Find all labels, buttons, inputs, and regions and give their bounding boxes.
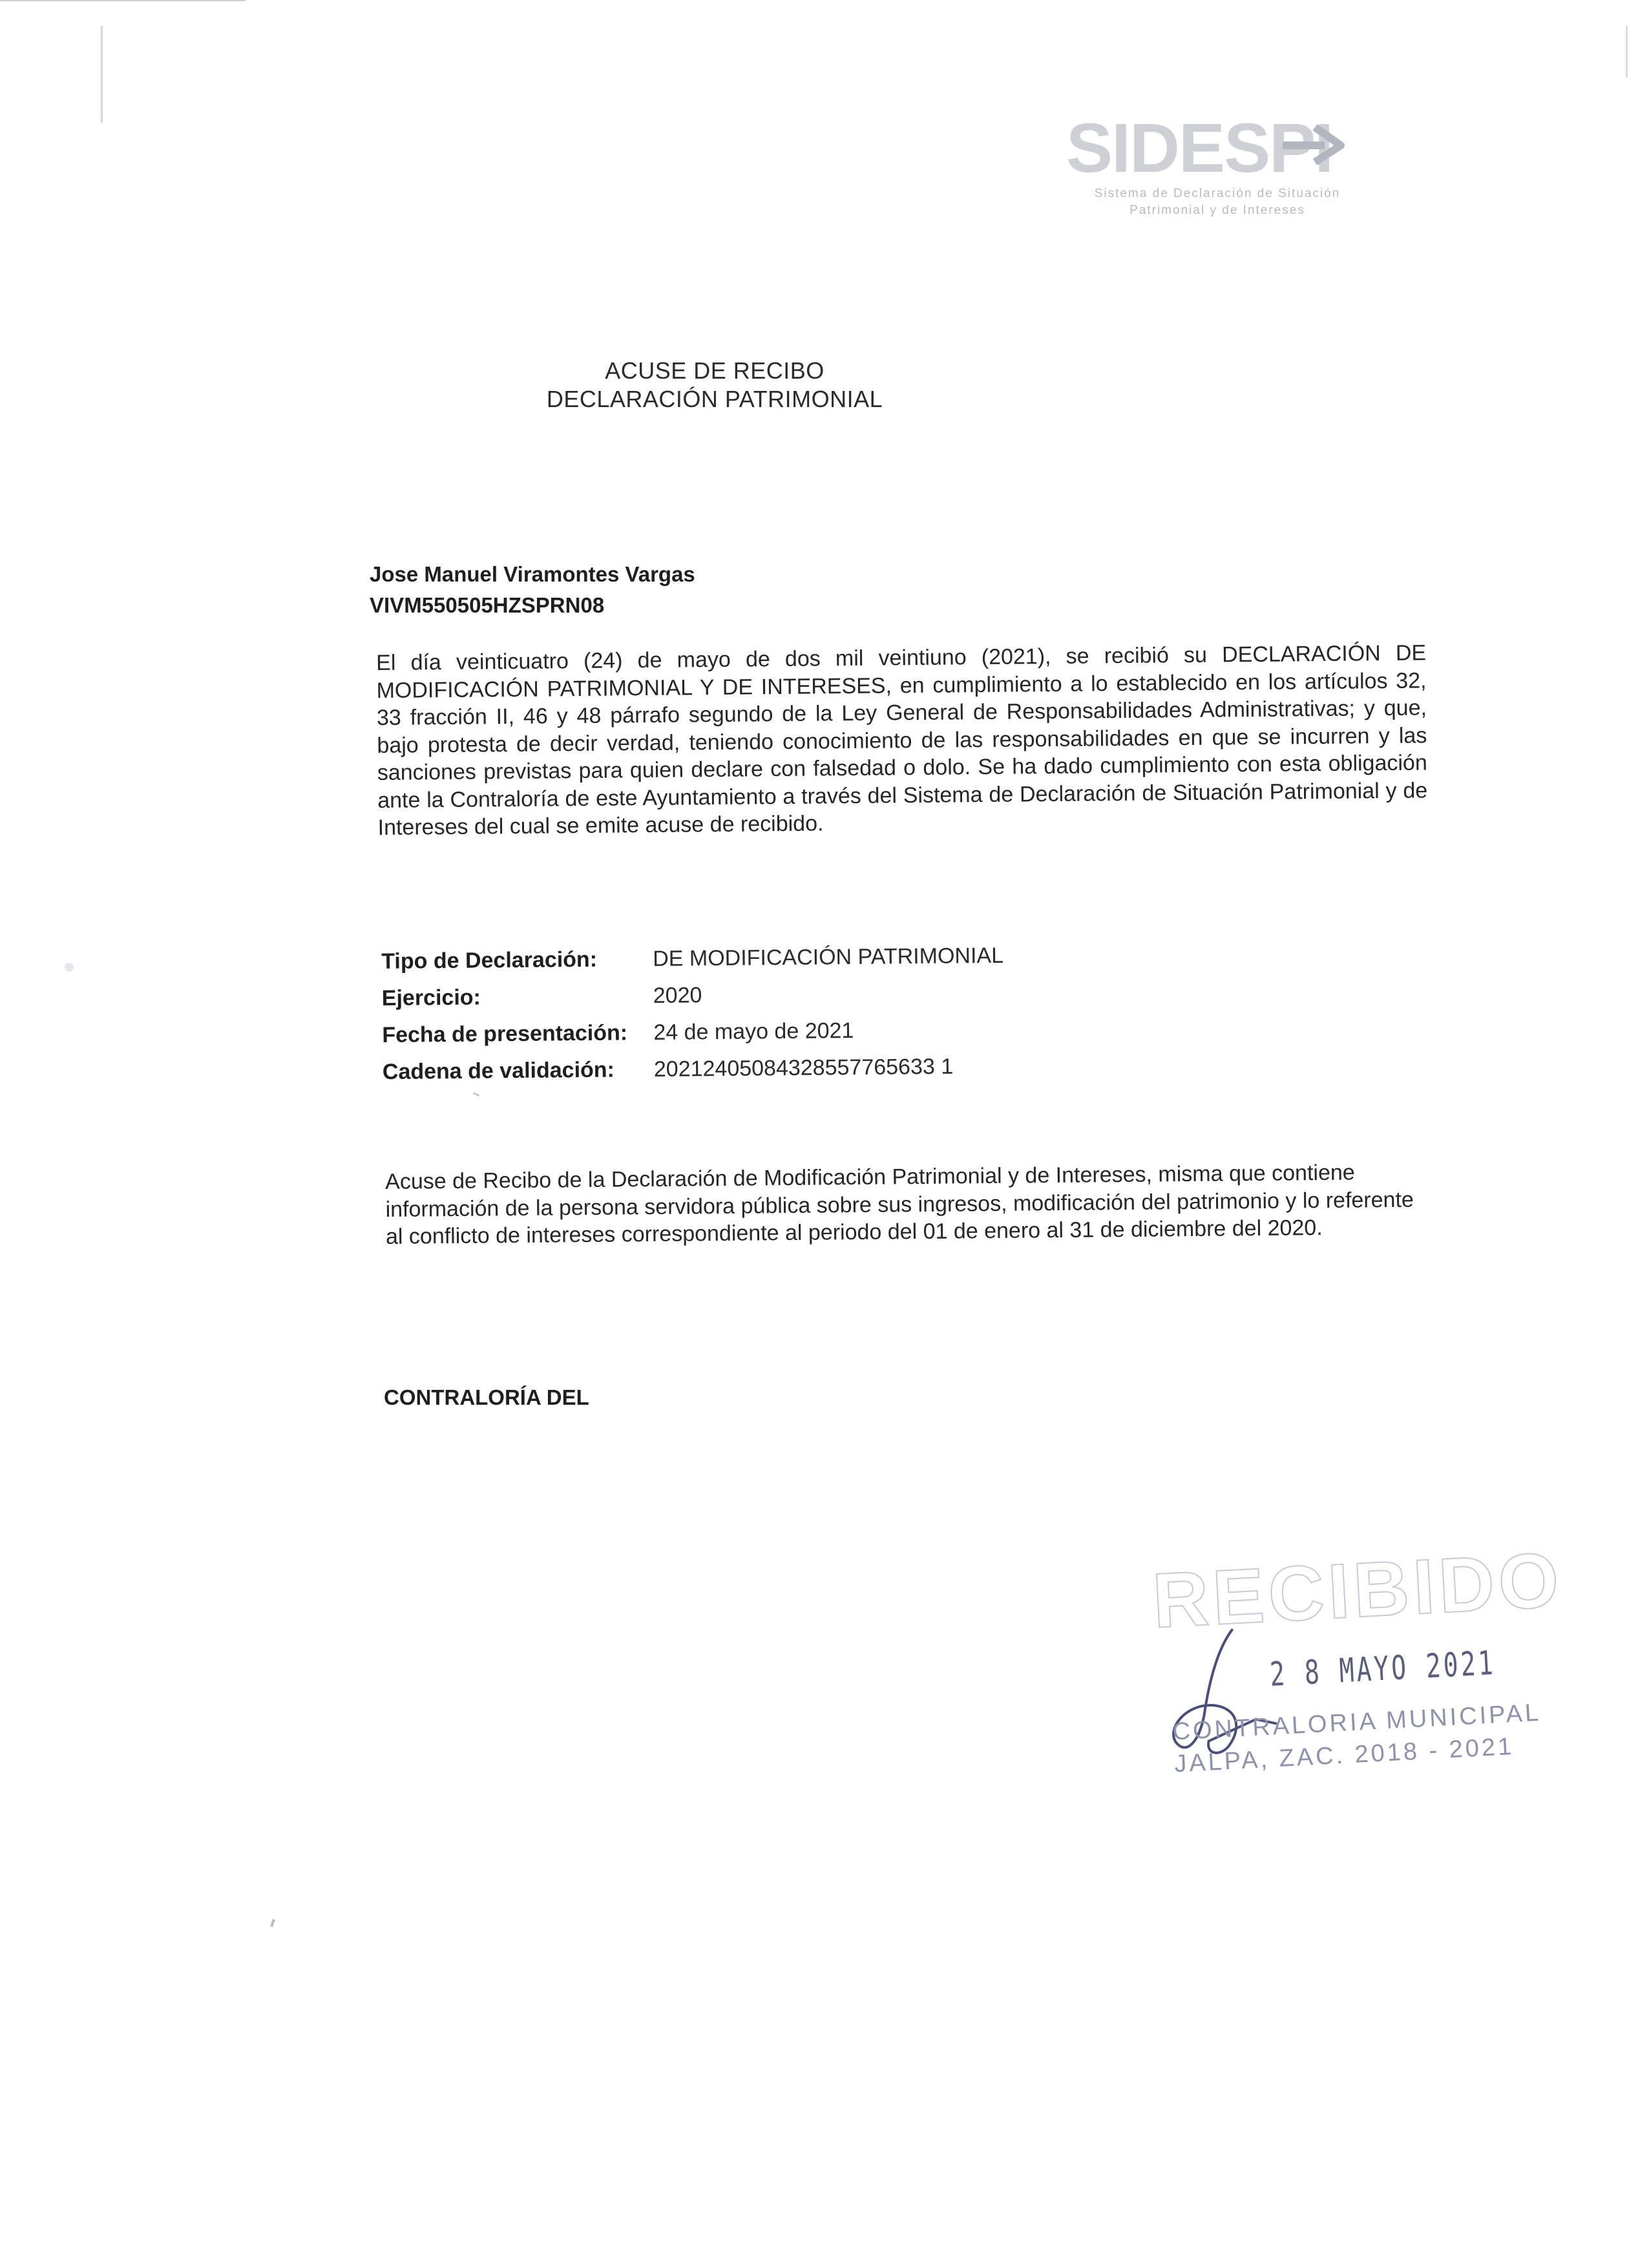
detail-value: DE MODIFICACIÓN PATRIMONIAL (653, 943, 1004, 971)
logo-wordmark: SIDESPI (1066, 109, 1333, 187)
arrow-icon (1279, 120, 1350, 165)
detail-label: Fecha de presentación: (382, 1020, 628, 1047)
document-subtitle: DECLARACIÓN PATRIMONIAL (546, 386, 883, 412)
scan-dot (65, 963, 74, 972)
received-stamp (1137, 1530, 1565, 1809)
stamp-word: RECIBIDO (1150, 1536, 1565, 1644)
signature-block: CONTRALORÍA DEL (384, 1385, 589, 1409)
stamp-date: 2 8 MAYO 2021 (1268, 1643, 1497, 1694)
body-paragraph: El día veinticuatro (24) de mayo de dos mil veintiuno (2021), se recibió su DECLARACIÓN DE MODIFICACIÓN PATRIMONIAL Y DE INTERESES, en cumplimiento a lo establecido en los artículos 32, 33 fracción II, 46 y 48 párrafo segundo de la Ley General de Responsabilidades Administrativas; y que, bajo protesta de decir verdad, teniendo conocimiento de las responsabilidades en que se incurren y las sanciones previstas para quien declare con falsedad o dolo. Se ha dado cumplimiento con esta obligación ante la Contraloría de este Ayuntamiento a través del Sistema de Declaración de Situación Patrimonial y de Intereses del cual se emite acuse de recibido. (376, 640, 1428, 840)
logo-tagline: Sistema de Declaración de Situación Patrimonial y de Intereses (1094, 187, 1341, 217)
scan-edge-top (0, 0, 246, 1)
detail-value: 24 de mayo de 2021 (653, 1018, 854, 1045)
scan-edge-right (1626, 26, 1628, 78)
detail-row (382, 974, 1004, 1017)
stray-mark (270, 1919, 275, 1927)
scan-edge-left (101, 26, 103, 123)
recipient-name: Jose Manuel Viramontes Vargas (370, 562, 695, 586)
detail-row (382, 1011, 1004, 1054)
detail-value: 20212405084328557765633 1 (653, 1054, 954, 1082)
detail-label: Cadena de validación: (382, 1057, 615, 1084)
detail-row (381, 938, 1003, 980)
summary-paragraph: Acuse de Recibo de la Declaración de Modificación Patrimonial y de Intereses, misma que contiene información de la persona servidora pública sobre sus ingresos, modificación del patrimonio y lo referente al conflicto de intereses correspondiente al periodo del 01 de enero al 31 de diciembre del 2020. (385, 1160, 1414, 1249)
declaration-details (381, 938, 1005, 1091)
stamp-office: CONTRALORIA MUNICIPAL (1171, 1699, 1542, 1746)
stray-mark (473, 1092, 479, 1097)
stamp-location: JALPA, ZAC. 2018 - 2021 (1173, 1732, 1515, 1778)
sidespi-logo (1066, 109, 1363, 223)
document-title: ACUSE DE RECIBO (605, 357, 824, 384)
detail-label: Tipo de Declaración: (381, 947, 598, 974)
detail-label: Ejercicio: (381, 985, 481, 1011)
recipient-id: VIVM550505HZSPRN08 (370, 593, 605, 617)
detail-value: 2020 (653, 983, 702, 1008)
detail-row (383, 1048, 1005, 1091)
